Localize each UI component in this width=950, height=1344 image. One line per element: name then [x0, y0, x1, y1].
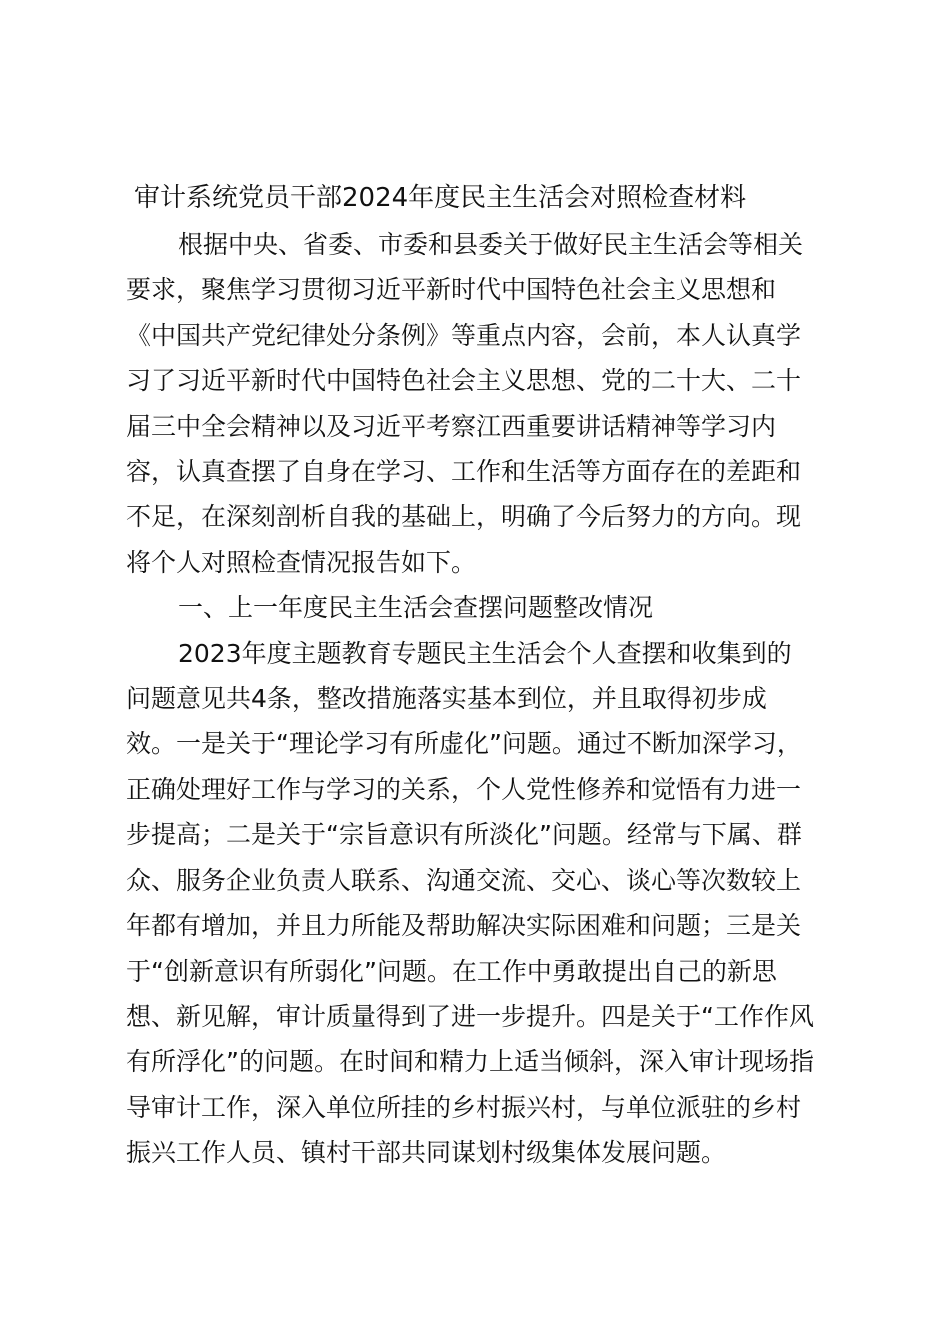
text-line: 振兴工作人员、镇村干部共同谋划村级集体发展问题。	[126, 1138, 727, 1168]
text-line: 容，认真查摆了自身在学习、工作和生活等方面存在的差距和	[126, 457, 802, 487]
text-line: 有所浮化”的问题。在时间和精力上适当倾斜，深入审计现场指	[126, 1047, 814, 1077]
text-line: 问题意见共4条，整改措施落实基本到位，并且取得初步成	[126, 684, 767, 714]
text-line: 导审计工作，深入单位所挂的乡村振兴村，与单位派驻的乡村	[126, 1092, 802, 1122]
text-line: 于“创新意识有所弱化”问题。在工作中勇敢提出自己的新思	[126, 956, 777, 986]
section-heading-text: 一、上一年度民主生活会查摆问题整改情况	[178, 593, 654, 623]
text-line: 正确处理好工作与学习的关系，个人党性修养和觉悟有力进一	[126, 774, 802, 804]
text-line: 届三中全会精神以及习近平考察江西重要讲话精神等学习内	[126, 411, 777, 441]
text-line: 根据中央、省委、市委和县委关于做好民主生活会等相关	[178, 230, 804, 259]
text-line: 众、服务企业负责人联系、沟通交流、交心、谈心等次数较上	[126, 865, 802, 895]
text-line: 将个人对照检查情况报告如下。	[126, 547, 477, 577]
text-line: 年都有增加，并且力所能及帮助解决实际困难和问题；三是关	[126, 911, 802, 941]
text-line: 2023年度主题教育专题民主生活会个人查摆和收集到的	[178, 638, 792, 668]
text-line: 要求，聚焦学习贯彻习近平新时代中国特色社会主义思想和	[126, 275, 777, 305]
text-line: 想、新见解，审计质量得到了进一步提升。四是关于“工作作风	[126, 1001, 814, 1031]
document-title: 审计系统党员干部2024年度民主生活会对照检查材料	[134, 183, 747, 213]
paragraph-intro	[126, 222, 826, 585]
section-heading	[126, 585, 826, 630]
document-body	[126, 222, 826, 1176]
text-line: 步提高；二是关于“宗旨意识有所淡化”问题。经常与下属、群	[126, 820, 802, 850]
text-line: 习了习近平新时代中国特色社会主义思想、党的二十大、二十	[126, 366, 802, 396]
text-line: 效。一是关于“理论学习有所虚化”问题。通过不断加深学习，	[126, 729, 802, 759]
text-line: 《中国共产党纪律处分条例》等重点内容，会前，本人认真学	[126, 320, 802, 350]
text-line: 不足，在深刻剖析自我的基础上，明确了今后努力的方向。现	[126, 502, 802, 532]
paragraph-rectification	[126, 631, 826, 1176]
